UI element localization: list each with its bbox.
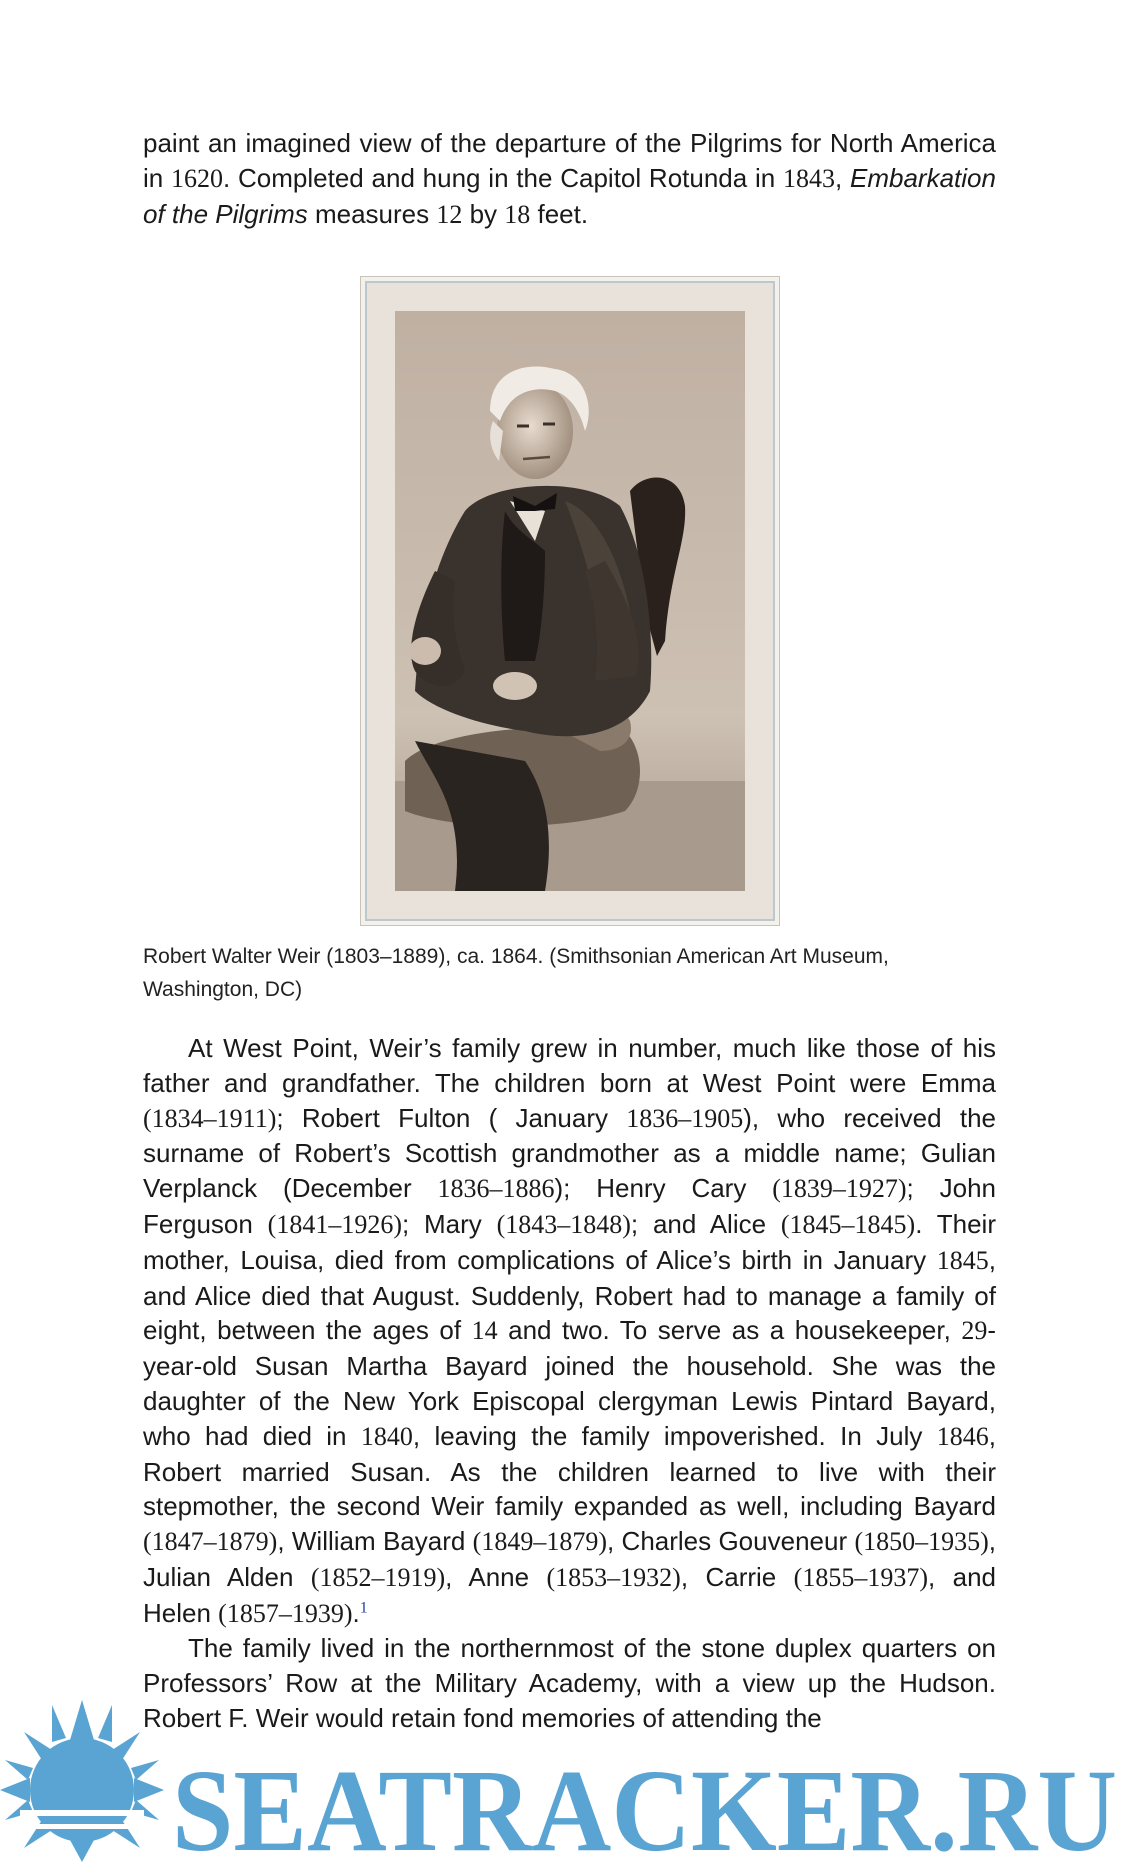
- date-range: 1840: [360, 1421, 413, 1451]
- body-text: .: [352, 1597, 360, 1628]
- body-text: ; John Ferguson: [143, 1173, 996, 1239]
- intro-year: 1843: [783, 163, 836, 193]
- body-text: , Julian Alden: [143, 1526, 996, 1592]
- body-text: ); Henry Cary: [554, 1173, 773, 1204]
- body-text: ; Mary: [401, 1208, 497, 1239]
- body-text: and two. To serve as a housekeeper,: [497, 1315, 962, 1346]
- portrait-print: [395, 311, 745, 891]
- date-range: 1845: [936, 1245, 989, 1275]
- body-text: , and Alice died that August. Suddenly, Robert had to manage a family of eight, between the ages of: [143, 1244, 996, 1346]
- intro-number: 18: [504, 199, 531, 229]
- intro-text: ,: [835, 162, 851, 193]
- date-range: (1855–1937): [793, 1562, 928, 1592]
- intro-number: 12: [436, 199, 463, 229]
- body-text: -year-old Susan Martha Bayard joined the household. She was the daughter of the New York Episcopal clergyman Lewis Pintard Bayard, who had died in: [143, 1315, 996, 1451]
- date-range: 1836–1886: [437, 1174, 555, 1204]
- body-text: At West Point, Weir’s family grew in number, much like those of his father and grandfather. The children born at West Point were Emma: [143, 1033, 996, 1098]
- body-text: ), who received the surname of Robert’s Scottish grandmother as a middle name; Gulian Verplanck (December: [143, 1102, 996, 1204]
- date-range: 29: [961, 1316, 988, 1346]
- date-range: 14: [471, 1316, 498, 1346]
- portrait-photograph: [360, 276, 780, 926]
- body-paragraph: The family lived in the northernmost of the stone duplex quarters on Professors’ Row at the Military Academy, with a view up the Hudson. Robert F. Weir would retain fond memories of attending the: [143, 1633, 996, 1733]
- date-range: (1849–1879): [472, 1527, 607, 1557]
- date-range: (1857–1939): [218, 1598, 353, 1628]
- body-text: , Robert married Susan. As the children learned to live with their stepmother, the second Weir family expanded as well, including Bayard: [143, 1420, 996, 1522]
- date-range: (1834–1911): [143, 1103, 277, 1133]
- body-text: , Anne: [445, 1561, 547, 1592]
- artwork-title: Embarkation of the Pilgrims: [143, 162, 996, 229]
- watermark-text: SEATRACKER.RU: [172, 1745, 1117, 1862]
- date-range: (1841–1926): [267, 1209, 402, 1239]
- footnote-marker[interactable]: 1: [359, 1599, 368, 1617]
- seatracker-watermark: [0, 1700, 1131, 1862]
- date-range: (1847–1879): [143, 1527, 278, 1557]
- portrait-illustration: [395, 311, 745, 891]
- sun-logo-icon: [0, 1700, 164, 1862]
- body-text: . Their mother, Louisa, died from complications of Alice’s birth in January: [143, 1208, 996, 1275]
- date-range: (1850–1935): [854, 1527, 989, 1557]
- body-text: , Charles Gouveneur: [607, 1526, 855, 1557]
- date-range: (1843–1848): [496, 1209, 631, 1239]
- body-text: ; Robert Fulton ( January: [276, 1102, 627, 1133]
- body-text: , and Helen: [143, 1561, 997, 1628]
- intro-text: by: [462, 198, 505, 229]
- intro-text: feet.: [530, 198, 589, 229]
- date-range: (1853–1932): [546, 1562, 681, 1592]
- intro-text: paint an imagined view of the departure of the Pilgrims for North America in: [143, 128, 996, 193]
- body-text: ; and Alice: [630, 1208, 781, 1239]
- body-text: , William Bayard: [277, 1526, 473, 1557]
- intro-text: . Completed and hung in the Capitol Rotunda in: [223, 162, 784, 193]
- figure-caption: Robert Walter Weir (1803–1889), ca. 1864. (Smithsonian American Art Museum, Washington, DC): [143, 945, 889, 1001]
- date-range: (1852–1919): [310, 1562, 446, 1592]
- date-range: 1846: [936, 1421, 989, 1451]
- intro-text: measures: [307, 198, 437, 229]
- date-range: (1845–1845): [780, 1209, 916, 1239]
- date-range: 1836–1905: [626, 1103, 744, 1133]
- date-range: (1839–1927): [772, 1174, 907, 1204]
- intro-year: 1620: [171, 163, 224, 193]
- intro-paragraph: [143, 126, 996, 232]
- body-text: , leaving the family impoverished. In July: [412, 1420, 937, 1451]
- body-text: , Carrie: [680, 1561, 794, 1592]
- body-paragraph: [143, 1031, 996, 1632]
